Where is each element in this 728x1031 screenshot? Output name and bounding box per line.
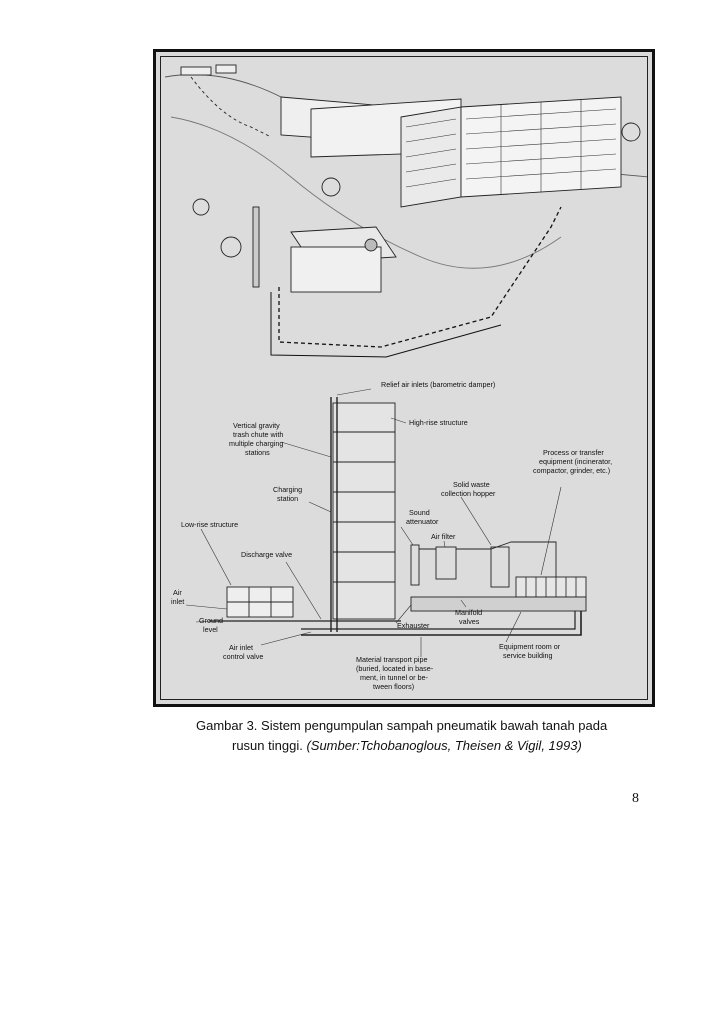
high-rise-structure-shape xyxy=(333,403,395,619)
label-vertical-gravity: multiple charging xyxy=(229,439,284,448)
label-material-transport-pipe: tween floors) xyxy=(373,682,415,691)
label-vertical-gravity: stations xyxy=(245,448,270,457)
caption-line-2 xyxy=(196,736,656,756)
page-number: 8 xyxy=(632,791,639,806)
label-ground-level: level xyxy=(203,625,218,634)
label-discharge-valve: Discharge valve xyxy=(241,550,293,559)
caption-source: (Sumber:Tchobanoglous, Theisen & Vigil, 1993) xyxy=(306,738,582,753)
label-air-inlet: inlet xyxy=(171,597,185,606)
label-process-equipment: equipment (incinerator, xyxy=(539,457,613,466)
label-material-transport-pipe: Material transport pipe xyxy=(356,655,428,664)
label-exhauster: Exhauster xyxy=(397,621,430,630)
label-charging-station: Charging xyxy=(273,485,303,494)
label-vertical-gravity: Vertical gravity xyxy=(233,421,280,430)
label-process-equipment: compactor, grinder, etc.) xyxy=(533,466,611,475)
label-sound-attenuator: Sound xyxy=(409,508,430,517)
label-equipment-room: Equipment room or xyxy=(499,642,561,651)
label-manifold-valves: Manifold xyxy=(455,608,483,617)
caption-line-1: Gambar 3. Sistem pengumpulan sampah pneumatik bawah tanah pada xyxy=(196,718,608,733)
label-solid-waste-hopper: Solid waste xyxy=(453,480,490,489)
label-sound-attenuator: attenuator xyxy=(406,517,439,526)
label-high-rise: High-rise structure xyxy=(409,418,468,427)
figure-drawing xyxy=(161,57,648,700)
label-air-inlet: Air xyxy=(173,588,182,597)
label-air-inlet-control-valve: Air inlet xyxy=(229,643,253,652)
label-low-rise: Low-rise structure xyxy=(181,520,239,529)
label-material-transport-pipe: (buried, located in base- xyxy=(356,664,434,673)
caption-line-2-text: rusun tinggi. xyxy=(232,738,303,753)
figure-caption xyxy=(196,716,656,756)
label-charging-station: station xyxy=(277,494,299,503)
label-solid-waste-hopper: collection hopper xyxy=(441,489,496,498)
label-material-transport-pipe: ment, in tunnel or be- xyxy=(360,673,428,682)
label-air-inlet-control-valve: control valve xyxy=(223,652,264,661)
perspective-illustration xyxy=(165,65,648,357)
label-equipment-room: service building xyxy=(503,651,553,660)
label-ground-level: Ground xyxy=(199,616,223,625)
label-process-equipment: Process or transfer xyxy=(543,448,604,457)
figure-frame xyxy=(153,49,655,707)
label-air-filter: Air filter xyxy=(431,532,456,541)
figure-illustration xyxy=(160,56,648,700)
label-relief-air-inlets: Relief air inlets (barometric damper) xyxy=(381,380,496,389)
label-vertical-gravity: trash chute with xyxy=(233,430,284,439)
label-manifold-valves: valves xyxy=(459,617,480,626)
